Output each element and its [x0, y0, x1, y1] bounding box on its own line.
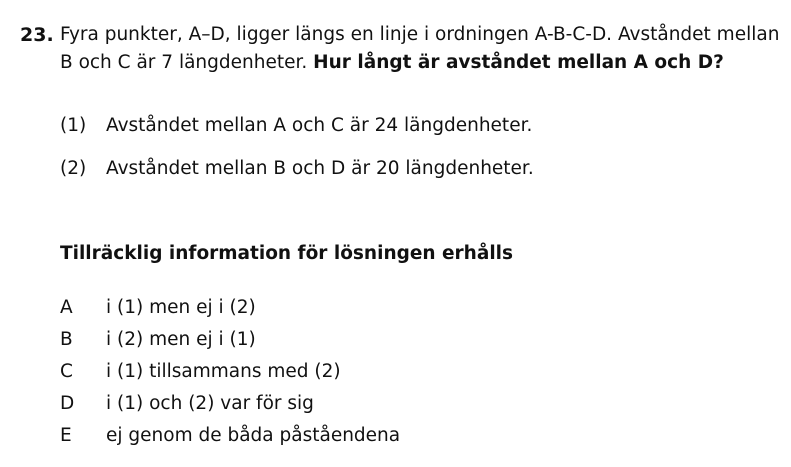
statement-1: [60, 113, 532, 139]
option-e[interactable]: [60, 423, 400, 449]
question-number: 23.: [20, 24, 54, 46]
option-a-letter: A: [60, 297, 73, 318]
question-stem: [60, 21, 785, 77]
option-d[interactable]: [60, 391, 314, 417]
option-d-text: i (1) och (2) var för sig: [106, 393, 314, 414]
option-c[interactable]: [60, 359, 341, 385]
option-e-letter: E: [60, 425, 72, 446]
option-a-text: i (1) men ej i (2): [106, 297, 256, 318]
statement-1-label: (1): [60, 115, 87, 136]
statement-2: [60, 156, 534, 182]
statement-1-text: Avståndet mellan A och C är 24 längdenheter.: [106, 115, 533, 136]
info-heading: Tillräcklig information för lösningen erhålls: [60, 243, 514, 264]
option-b[interactable]: [60, 327, 256, 353]
question-stem-question: Hur långt är avståndet mellan A och D?: [313, 52, 724, 73]
option-d-letter: D: [60, 393, 75, 414]
option-b-text: i (2) men ej i (1): [106, 329, 256, 350]
option-e-text: ej genom de båda påståendena: [106, 425, 401, 446]
question-stem-text: Fyra punkter, A–D, ligger längs en linje i ordningen A-B-C-D. Avståndet mellan B och C är 7 längdenheter.: [60, 24, 780, 73]
statement-2-text: Avståndet mellan B och D är 20 längdenheter.: [106, 158, 534, 179]
option-b-letter: B: [60, 329, 73, 350]
statement-2-label: (2): [60, 158, 87, 179]
option-c-text: i (1) tillsammans med (2): [106, 361, 341, 382]
option-a[interactable]: [60, 295, 256, 321]
option-c-letter: C: [60, 361, 73, 382]
